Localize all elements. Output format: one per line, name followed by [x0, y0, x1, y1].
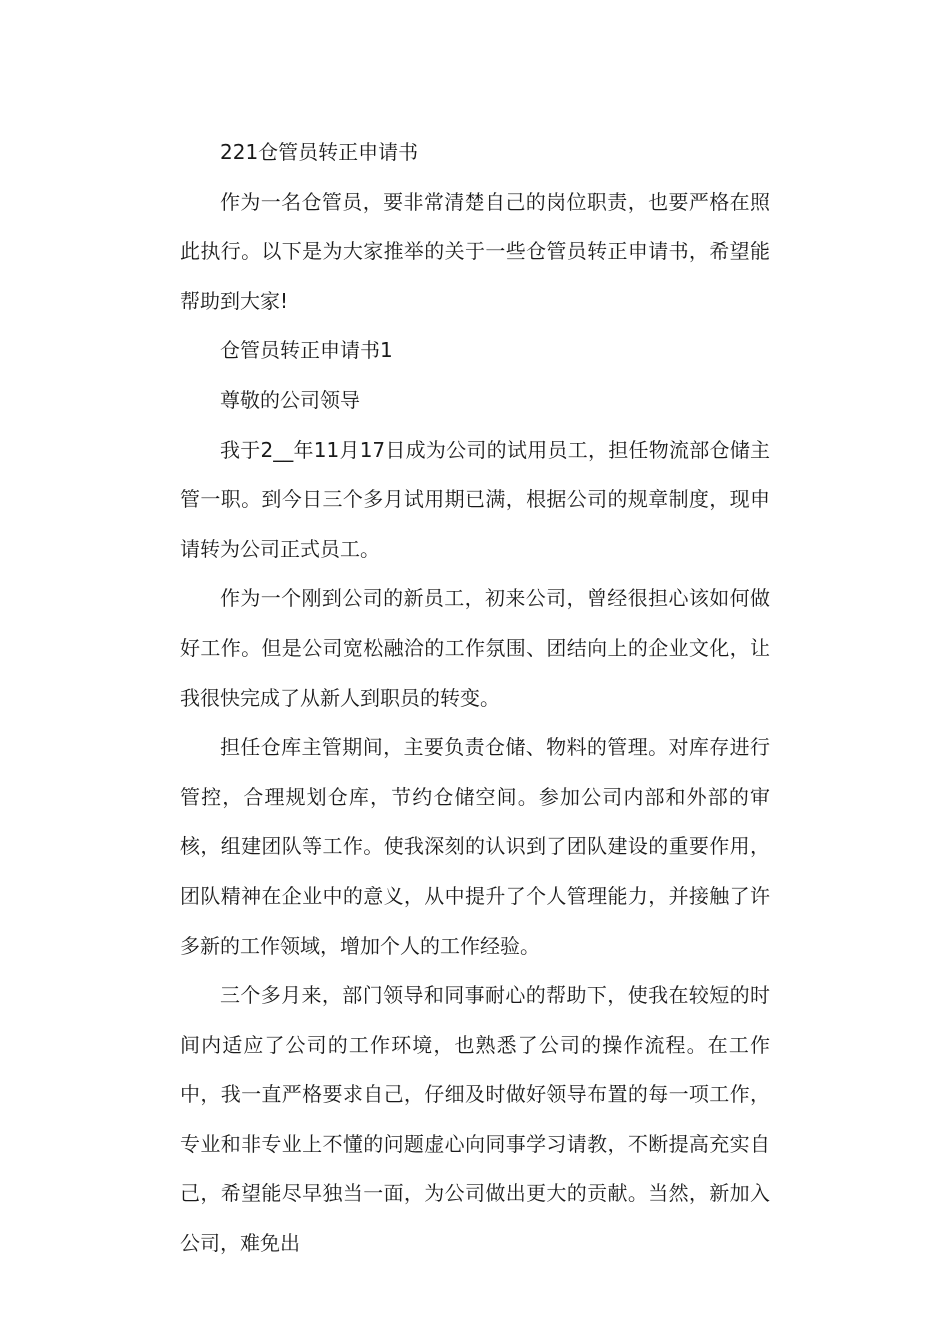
section-heading: 仓管员转正申请书1 — [220, 338, 393, 363]
body-paragraph: 三个多月来，部门领导和同事耐心的帮助下，使我在较短的时间内适应了公司的工作环境，也熟悉了公司的操作流程。在工作中，我一直严格要求自己，仔细及时做好领导布置的每一项工作，专业和非专业上不懂的问题虚心向同事学习请教，不断提高充实自己，希望能尽早独当一面，为公司做出更大的贡献。当然，新加入公司，难免出 — [180, 983, 770, 1256]
document-body — [180, 128, 770, 1269]
body-paragraph: 我于2__年11月17日成为公司的试用员工，担任物流部仓储主管一职。到今日三个多月试用期已满，根据公司的规章制度，现申请转为公司正式员工。 — [180, 437, 770, 561]
intro-paragraph: 作为一名仓管员，要非常清楚自己的岗位职责，也要严格在照此执行。以下是为大家推举的关于一些仓管员转正申请书，希望能帮助到大家! — [180, 189, 770, 313]
body-paragraph: 作为一个刚到公司的新员工，初来公司，曾经很担心该如何做好工作。但是公司宽松融洽的工作氛围、团结向上的企业文化，让我很快完成了从新人到职员的转变。 — [180, 586, 770, 710]
body-paragraph: 担任仓库主管期间，主要负责仓储、物料的管理。对库存进行管控，合理规划仓库，节约仓储空间。参加公司内部和外部的审核，组建团队等工作。使我深刻的认识到了团队建设的重要作用，团队精神在企业中的意义，从中提升了个人管理能力，并接触了许多新的工作领域，增加个人的工作经验。 — [180, 735, 770, 958]
salutation: 尊敬的公司领导 — [220, 387, 360, 412]
document-title: 221仓管员转正申请书 — [220, 140, 419, 164]
